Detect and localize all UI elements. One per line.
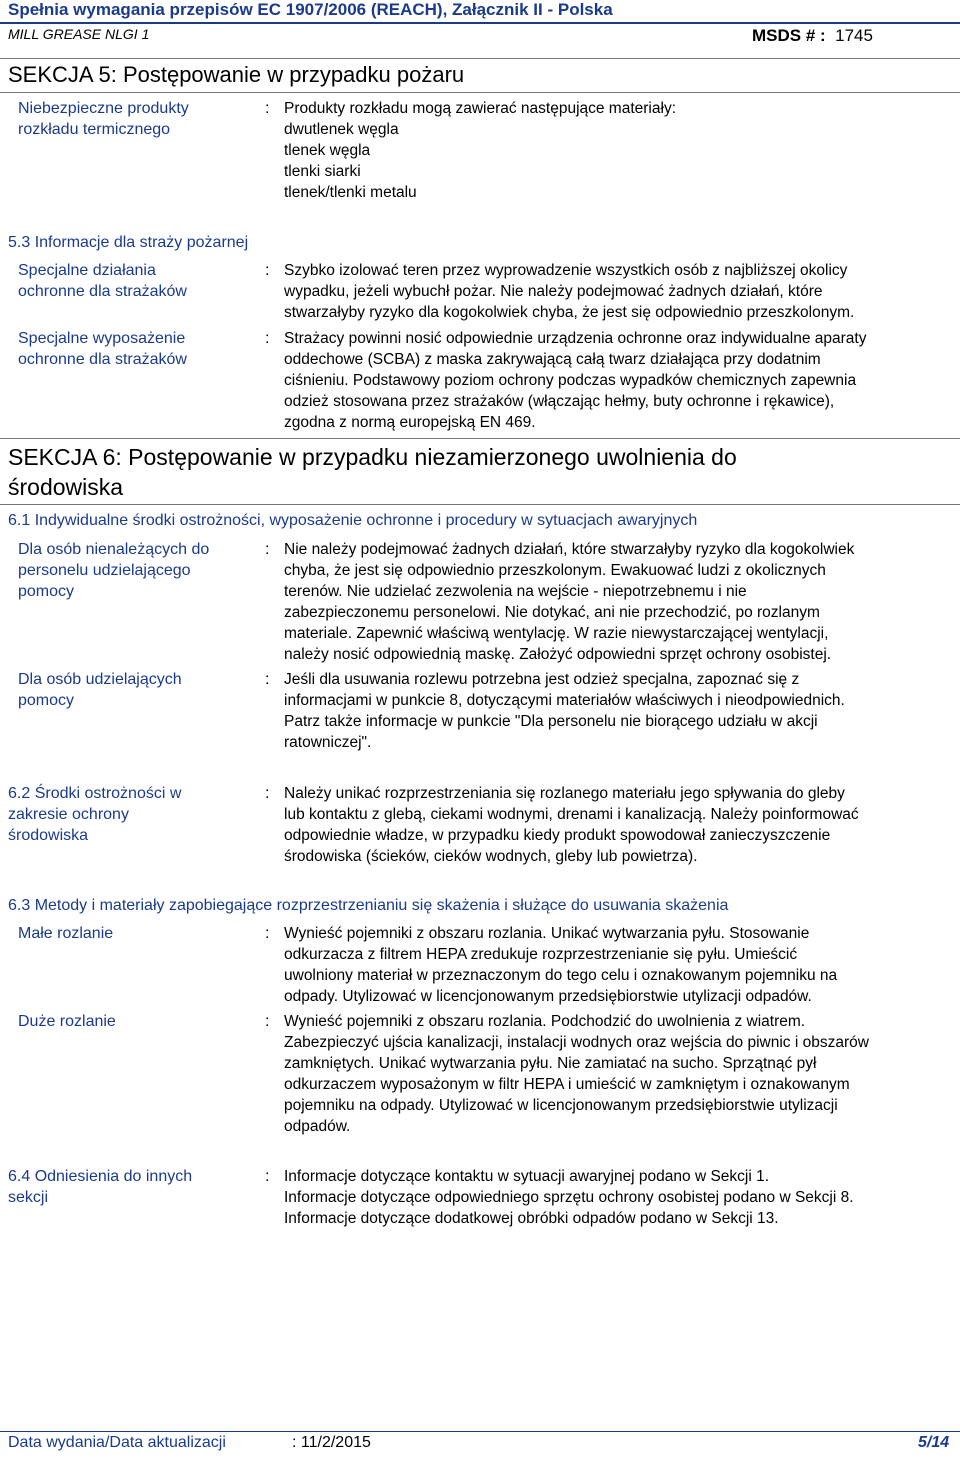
product-name: MILL GREASE NLGI 1: [8, 26, 150, 42]
text-line: Niebezpieczne produkty: [18, 100, 189, 117]
text-line: Informacje dotyczące odpowiedniego sprzętu ochrony osobistej podano w Sekcji 8.: [284, 1189, 854, 1206]
issue-date-label: Data wydania/Data aktualizacji: [8, 1434, 226, 1451]
section-5-title: SEKCJA 5: Postępowanie w przypadku pożaru: [8, 62, 465, 87]
section-divider: [0, 58, 960, 59]
text-line: Wynieść pojemniki z obszaru rozlania. Podchodzić do uwolnienia z wiatrem.: [284, 1013, 806, 1030]
small-spill-label: [18, 923, 113, 944]
text-line: 6.2 Środki ostrożności w: [8, 785, 182, 802]
text-line: zakresie ochrony: [8, 806, 129, 823]
text-line: lub kontaktu z glebą, ciekami wodnymi, drenami i kanalizacją. Należy poinformować: [284, 806, 859, 823]
footer-divider: [0, 1431, 960, 1432]
responders-label: [18, 669, 182, 711]
text-line: chyba, że jest się odpowiednio przeszkolonym. Ewakuować ludzi z okolicznych: [284, 562, 826, 579]
text-line: odpadów.: [284, 1118, 351, 1135]
text-line: Informacje dotyczące dodatkowej obróbki odpadów podano w Sekcji 13.: [284, 1210, 779, 1227]
text-line: stwarzałyby ryzyko dla kogokolwiek chyba, że jest się odpowiednio przeszkolonym.: [284, 304, 855, 321]
colon: :: [265, 1168, 270, 1185]
large-spill-label: [18, 1011, 116, 1032]
text-line: Małe rozlanie: [18, 925, 114, 942]
msds-label: MSDS # :: [752, 26, 826, 45]
text-line: środowiska: [8, 474, 124, 500]
text-line: wypadku, jeżeli wybuchł pożar. Nie należy podejmować żadnych działań, które: [284, 283, 823, 300]
text-line: Duże rozlanie: [18, 1013, 116, 1030]
section-divider: [0, 438, 960, 439]
text-line: odpowiednie władze, w przypadku kiedy produkt spowodował zanieczyszczenie: [284, 827, 831, 844]
msds-number: [752, 26, 873, 46]
colon: :: [265, 100, 270, 117]
non-emergency-text: [284, 539, 854, 665]
text-line: sekcji: [8, 1189, 49, 1206]
text-line: ciśnieniu. Podstawowy poziom ochrony podczas wypadków chemicznych zapewnia: [284, 372, 857, 389]
references-text: [284, 1166, 854, 1229]
page-number: 5/14: [918, 1434, 950, 1451]
text-line: terenów. Nie udzielać zezwolenia na wejście - niepotrzebnemu i nie: [284, 583, 747, 600]
colon: :: [265, 1013, 270, 1030]
environmental-precautions-label: [8, 783, 181, 846]
text-line: zamkniętych. Unikać wytwarzania pyłu. Nie zamiatać na sucho. Sprzątnąć pył: [284, 1055, 817, 1072]
text-line: Wynieść pojemniki z obszaru rozlania. Unikać wytwarzania pyłu. Stosowanie: [284, 925, 810, 942]
text-line: ochronne dla strażaków: [18, 351, 187, 368]
text-line: odpady. Utylizować w licencjonowanym przedsiębiorstwie utylizacji odpadów.: [284, 988, 812, 1005]
text-line: środowiska (ścieków, cieków wodnych, gleby lub powietrza).: [284, 848, 698, 865]
text-line: należy nosić odpowiednią maskę. Założyć odpowiedni sprzęt ochrony osobistej.: [284, 646, 832, 663]
text-line: pomocy: [18, 583, 75, 600]
firefighter-actions-label: [18, 260, 187, 302]
msds-value: 1745: [835, 26, 873, 45]
environmental-precautions-text: [284, 783, 859, 867]
text-line: ochronne dla strażaków: [18, 283, 187, 300]
hazards-label: [18, 98, 189, 140]
text-line: informacjami w punkcie 8, dotyczącymi materiałów właściwych i nieodpowiednich.: [284, 692, 845, 709]
text-line: zabezpieczonemu personelowi. Nie dotykać, ani nie przechodzić, po rozlanym: [284, 604, 820, 621]
colon: :: [265, 262, 270, 279]
colon: :: [265, 541, 270, 558]
large-spill-text: [284, 1011, 869, 1137]
text-line: zgodna z normą europejską EN 469.: [284, 414, 536, 431]
text-line: Specjalne wyposażenie: [18, 330, 186, 347]
text-line: Dla osób nienależących do: [18, 541, 210, 558]
section-divider: [0, 504, 960, 505]
subsection-6-3-title: 6.3 Metody i materiały zapobiegające rozprzestrzenianiu się skażenia i służące do usuwania skażenia: [8, 897, 729, 914]
subsection-5-3-title: 5.3 Informacje dla straży pożarnej: [8, 234, 249, 251]
text-line: Produkty rozkładu mogą zawierać następujące materiały:: [284, 100, 676, 117]
section-divider: [0, 92, 960, 93]
text-line: rozkładu termicznego: [18, 121, 171, 138]
header-divider: [0, 22, 960, 24]
hazards-text: [284, 98, 676, 203]
text-line: dwutlenek węgla: [284, 121, 399, 138]
document-header-title: Spełnia wymagania przepisów EC 1907/2006 (REACH), Załącznik II - Polska: [8, 0, 613, 19]
text-line: tlenek węgla: [284, 142, 371, 159]
text-line: Zabezpieczyć ujścia kanalizacji, instalacji wodnych oraz wejścia do piwnic i obszarów: [284, 1034, 869, 1051]
text-line: pojemniku na odpady. Utylizować w licencjonowanym przedsiębiorstwie utylizacji: [284, 1097, 838, 1114]
references-label: [8, 1166, 192, 1208]
text-line: tlenek/tlenki metalu: [284, 184, 417, 201]
text-line: pomocy: [18, 692, 75, 709]
text-line: 6.4 Odniesienia do innych: [8, 1168, 193, 1185]
text-line: Szybko izolować teren przez wyprowadzenie wszystkich osób z najbliższej okolicy: [284, 262, 848, 279]
text-line: Należy unikać rozprzestrzeniania się rozlanego materiału jego spływania do gleby: [284, 785, 845, 802]
text-line: SEKCJA 6: Postępowanie w przypadku niezamierzonego uwolnienia do: [8, 444, 737, 470]
text-line: tlenki siarki: [284, 163, 361, 180]
non-emergency-label: [18, 539, 209, 602]
firefighter-equipment-text: [284, 328, 866, 433]
firefighter-actions-text: [284, 260, 854, 323]
text-line: odkurzaczem wyposażonym w filtr HEPA i umieścić w zamkniętym i oznakowanym: [284, 1076, 850, 1093]
section-6-title: [8, 442, 908, 502]
text-line: Patrz także informacje w punkcie "Dla personelu nie biorącego udziału w akcji: [284, 713, 818, 730]
text-line: Informacje dotyczące kontaktu w sytuacji awaryjnej podano w Sekcji 1.: [284, 1168, 770, 1185]
text-line: odkurzacza z filtrem HEPA zredukuje rozprzestrzenianie się pyłu. Umieścić: [284, 946, 798, 963]
text-line: Dla osób udzielających: [18, 671, 182, 688]
text-line: uwolniony materiał w przeznaczonym do tego celu i oznakowanym pojemniku na: [284, 967, 838, 984]
text-line: Nie należy podejmować żadnych działań, które stwarzałyby ryzyko dla kogokolwiek: [284, 541, 855, 558]
firefighter-equipment-label: [18, 328, 187, 370]
text-line: Jeśli dla usuwania rozlewu potrzebna jest odzież specjalna, zapoznać się z: [284, 671, 800, 688]
text-line: Specjalne działania: [18, 262, 156, 279]
colon: :: [265, 925, 270, 942]
colon: :: [265, 330, 270, 347]
text-line: odzież stosowana przez strażaków (włączając hełmy, buty ochronne i rękawice),: [284, 393, 835, 410]
text-line: ratowniczej".: [284, 734, 372, 751]
subsection-6-1-title: 6.1 Indywidualne środki ostrożności, wyposażenie ochronne i procedury w sytuacjach awaryjnych: [8, 512, 698, 529]
colon: :: [265, 785, 270, 802]
text-line: materiale. Zapewnić właściwą wentylację. W razie niewystarczającej wentylacji,: [284, 625, 829, 642]
issue-date-value: : 11/2/2015: [292, 1434, 371, 1451]
responders-text: [284, 669, 845, 753]
small-spill-text: [284, 923, 837, 1007]
text-line: środowiska: [8, 827, 89, 844]
text-line: Strażacy powinni nosić odpowiednie urządzenia ochronne oraz indywidualne aparaty: [284, 330, 867, 347]
text-line: oddechowe (SCBA) z maska zakrywającą całą twarz działająca przy dodatnim: [284, 351, 821, 368]
colon: :: [265, 671, 270, 688]
text-line: personelu udzielającego: [18, 562, 191, 579]
